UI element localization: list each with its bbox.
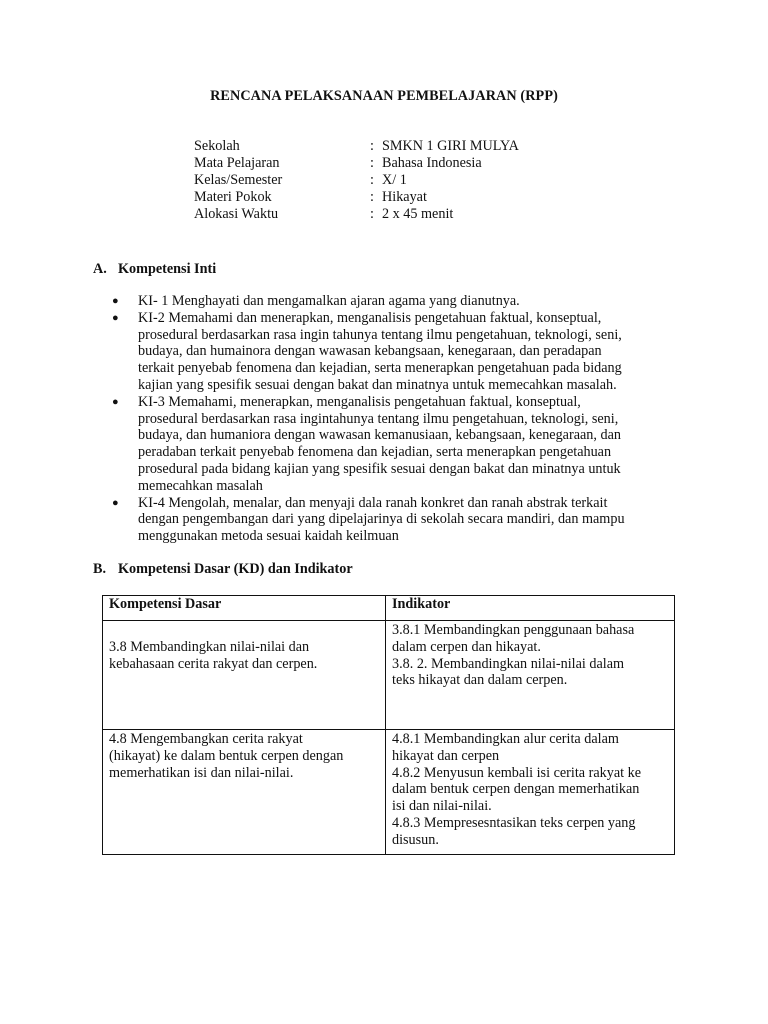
meta-value: SMKN 1 GIRI MULYA xyxy=(382,138,519,154)
text-line: menggunakan metoda sesuai kaidah keilmuan xyxy=(138,528,399,545)
indikator-cell xyxy=(386,621,675,730)
section-heading-kompetensi-inti xyxy=(93,261,216,278)
ki-text xyxy=(138,394,682,495)
text-line: (hikayat) ke dalam bentuk cerpen dengan xyxy=(109,747,344,764)
meta-label: Materi Pokok xyxy=(194,189,272,205)
section-label: Kompetensi Dasar (KD) dan Indikator xyxy=(118,561,353,577)
meta-row-materi-pokok xyxy=(194,189,519,206)
list-item-ki-3 xyxy=(112,394,682,495)
list-item-ki-2 xyxy=(112,310,682,394)
meta-value: X/ 1 xyxy=(382,172,407,188)
text-line: kebahasaan cerita rakyat dan cerpen. xyxy=(109,655,318,672)
section-number: B. xyxy=(93,561,107,577)
bullet-icon: ● xyxy=(112,295,119,307)
text-line: KI- 1 Menghayati dan mengamalkan ajaran agama yang dianutnya. xyxy=(138,293,520,309)
table-row xyxy=(103,621,675,730)
text-line: prosedural berdasarkan rasa ingin tahunya tentang ilmu pengetahuan, teknologi, seni, xyxy=(138,326,622,343)
text-line: budaya, dan humainora dengan wawasan kebangsaan, kenegaraan, dan peradapan xyxy=(138,343,602,360)
meta-label: Sekolah xyxy=(194,138,240,154)
text-line: KI-3 Memahami, menerapkan, menganalisis pengetahuan faktual, konseptual, xyxy=(138,393,581,410)
text-line: dalam cerpen dan hikayat. xyxy=(392,638,541,655)
section-label: Kompetensi Inti xyxy=(118,261,217,277)
meta-row-sekolah xyxy=(194,138,519,155)
text-line: prosedural pada bidang kajian yang spesifik sesuai dengan bakat dan minatnya untuk xyxy=(138,460,621,477)
text-line: memerhatikan isi dan nilai-nilai. xyxy=(109,764,294,781)
ki-text xyxy=(138,293,682,310)
table-header-row xyxy=(103,596,675,621)
kd-cell xyxy=(103,621,386,730)
meta-colon: : xyxy=(370,189,374,205)
ki-text xyxy=(138,495,682,545)
text-line: 4.8.1 Membandingkan alur cerita dalam xyxy=(392,731,619,747)
text-line: 4.8.3 Mempresesntasikan teks cerpen yang xyxy=(392,814,636,831)
identity-block xyxy=(194,138,519,223)
kd-cell xyxy=(103,730,386,855)
text-line: 4.8 Mengembangkan cerita rakyat xyxy=(109,731,303,747)
text-line: 3.8. 2. Membandingkan nilai-nilai dalam xyxy=(392,655,625,672)
text-line: peradaban terkait penyebab fenomena dan kejadian, serta menerapkan pengetahuan xyxy=(138,444,612,461)
meta-label: Mata Pelajaran xyxy=(194,155,280,171)
section-heading-kompetensi-dasar xyxy=(93,561,353,578)
column-header-indikator: Indikator xyxy=(386,596,675,621)
kompetensi-inti-list xyxy=(112,293,682,545)
meta-row-mata-pelajaran xyxy=(194,155,519,172)
bullet-icon: ● xyxy=(112,496,119,509)
text-line: dengan pengembangan dari yang dipelajarinya di sekolah secara mandiri, dan mampu xyxy=(138,511,625,528)
text-line: 3.8 Membandingkan nilai-nilai dan xyxy=(109,639,310,655)
text-line: 4.8.2 Menyusun kembali isi cerita rakyat ke xyxy=(392,764,642,781)
text-line: memecahkan masalah xyxy=(138,477,263,494)
text-line: dalam bentuk cerpen dengan memerhatikan xyxy=(392,781,640,798)
text-line: 3.8.1 Membandingkan penggunaan bahasa xyxy=(392,622,635,638)
text-line: teks hikayat dan dalam cerpen. xyxy=(392,672,568,689)
column-header-kompetensi-dasar: Kompetensi Dasar xyxy=(103,596,386,621)
meta-colon: : xyxy=(370,155,374,171)
section-number: A. xyxy=(93,261,107,277)
text-line: terkait penyebab fenomena dan kejadian, serta menerapkan pengetahuan pada bidang xyxy=(138,360,622,377)
meta-label: Kelas/Semester xyxy=(194,172,283,188)
text-line: disusun. xyxy=(392,831,439,848)
text-line: KI-2 Memahami dan menerapkan, menganalisis pengetahuan faktual, konseptual, xyxy=(138,309,602,326)
text-line: kajian yang spesifik sesuai dengan bakat dan minatnya untuk memecahkan masalah. xyxy=(138,376,617,393)
list-item-ki-1 xyxy=(112,293,682,310)
meta-colon: : xyxy=(370,206,374,222)
document-title: RENCANA PELAKSANAAN PEMBELAJARAN (RPP) xyxy=(210,88,558,104)
meta-value: Bahasa Indonesia xyxy=(382,155,482,171)
meta-row-kelas-semester xyxy=(194,172,519,189)
meta-colon: : xyxy=(370,138,374,154)
text-line: hikayat dan cerpen xyxy=(392,747,500,764)
table-row xyxy=(103,730,675,855)
text-line: budaya, dan humaniora dengan wawasan kemanusiaan, kebangsaan, kenegaraan, dan xyxy=(138,427,621,444)
text-line: isi dan nilai-nilai. xyxy=(392,798,492,815)
kd-indikator-table xyxy=(102,595,675,855)
ki-text xyxy=(138,310,682,394)
meta-value: Hikayat xyxy=(382,189,427,205)
indikator-cell xyxy=(386,730,675,855)
text-line: KI-4 Mengolah, menalar, dan menyaji dala ranah konkret dan ranah abstrak terkait xyxy=(138,494,608,511)
meta-value: 2 x 45 menit xyxy=(382,206,454,222)
bullet-icon: ● xyxy=(112,311,119,324)
text-line: prosedural berdasarkan rasa ingintahunya tentang ilmu pengetahuan, teknologi, seni, xyxy=(138,410,619,427)
meta-label: Alokasi Waktu xyxy=(194,206,279,222)
bullet-icon: ● xyxy=(112,395,119,408)
meta-row-alokasi-waktu xyxy=(194,206,519,223)
list-item-ki-4 xyxy=(112,495,682,545)
meta-colon: : xyxy=(370,172,374,188)
